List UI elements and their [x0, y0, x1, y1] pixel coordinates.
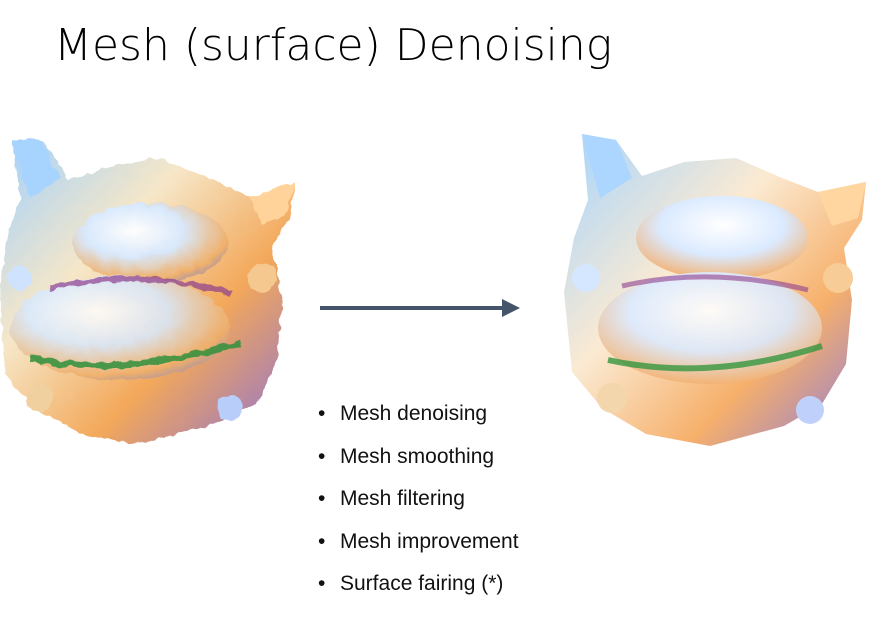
list-item: • Mesh denoising	[318, 402, 488, 425]
slide-title: Mesh (surface) Denoising	[54, 20, 613, 71]
list-item: • Mesh improvement	[318, 529, 519, 553]
list-item: • Mesh smoothing	[318, 444, 495, 468]
right-arrow-icon	[320, 296, 522, 320]
list-item: • Mesh filtering	[318, 487, 465, 510]
noisy-mesh-image	[0, 128, 300, 458]
bullet-list	[318, 397, 519, 610]
list-item: • Surface fairing (*)	[318, 572, 504, 595]
smoothed-mesh-image	[560, 128, 875, 458]
